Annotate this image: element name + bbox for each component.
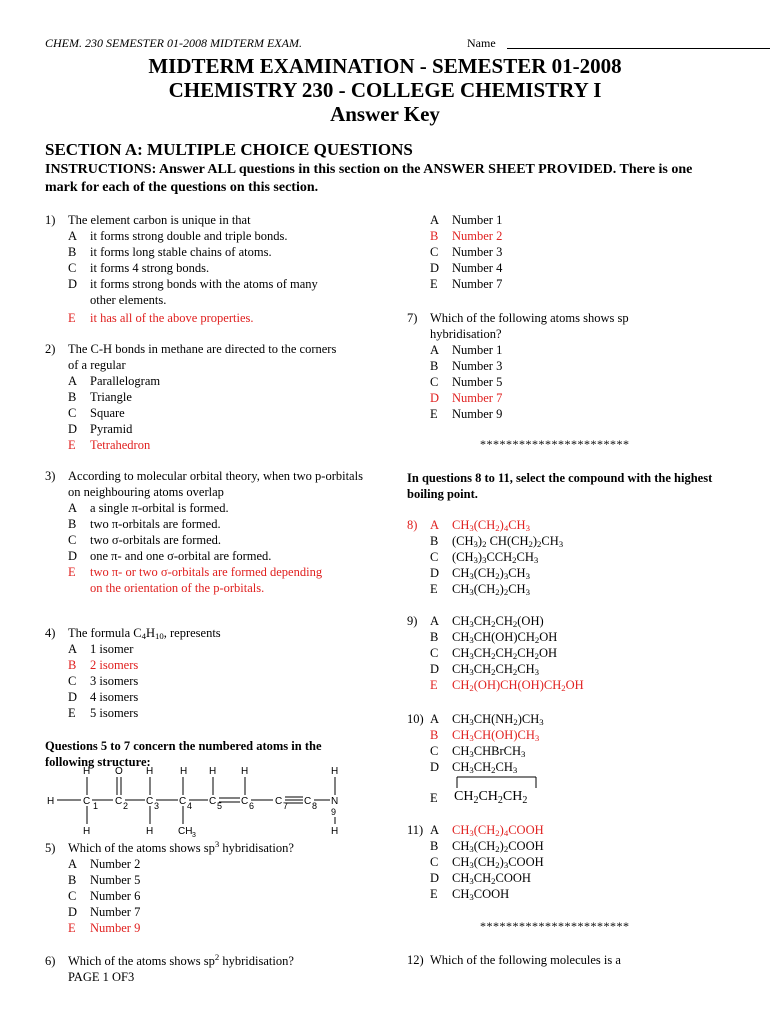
option-letter: E (68, 921, 76, 935)
question-8 (407, 517, 727, 597)
atom-number-8: 8 (312, 801, 318, 811)
option-a (407, 613, 727, 629)
cyclopropane-label: $CH_2CH_2CH_2$ (454, 789, 528, 804)
formula: $CH_3(CH_2)_4CH_3$ (452, 518, 530, 533)
page-footer: PAGE 1 OF3 (68, 970, 135, 984)
option-text: 3 isomers (90, 674, 139, 688)
formula: $CH_3CH(NH_2)CH_3$ (452, 712, 544, 727)
option-letter: C (68, 674, 77, 688)
question-1 (45, 212, 365, 326)
formula: $CH_3(CH_2)_2COOH$ (452, 839, 544, 854)
option-c (45, 888, 365, 904)
option-b (407, 629, 727, 645)
option-text: Number 2 (452, 229, 503, 243)
atom-h-bottom-3: H (146, 826, 154, 837)
option-text: Number 7 (90, 905, 141, 919)
option-a (407, 711, 727, 727)
option-text: 4 isomers (90, 690, 139, 704)
option-letter: E (430, 887, 438, 901)
question-number: 4) (45, 626, 56, 640)
option-e (45, 705, 345, 721)
option-letter: D (68, 549, 78, 563)
question-number: 5) (45, 841, 56, 855)
option-b (45, 389, 345, 405)
option-e (407, 406, 687, 422)
question-number: 6) (45, 954, 56, 968)
option-text: it has all of the above properties. (90, 311, 254, 325)
option-text: two σ-orbitals are formed. (90, 533, 221, 547)
atom-c6: C (241, 796, 249, 807)
question-number: 10) (407, 712, 424, 726)
course-line: CHEM. 230 SEMESTER 01-2008 MIDTERM EXAM. (45, 36, 302, 50)
option-e (407, 276, 727, 292)
atom-number-3: 3 (154, 801, 160, 811)
option-letter: A (68, 374, 78, 388)
option-b (407, 358, 687, 374)
option-c (407, 743, 727, 759)
option-text: one π- and one σ-orbital are formed. (90, 549, 272, 563)
option-text: 1 isomer (90, 642, 134, 656)
option-letter: E (68, 706, 76, 720)
option-b (45, 516, 365, 532)
option-letter: B (68, 245, 77, 259)
methyl-group-ch: CH (178, 826, 193, 837)
question-10 (407, 711, 727, 775)
option-text: it forms 4 strong bonds. (90, 261, 210, 275)
option-text: Number 5 (452, 375, 503, 389)
question-5 (45, 840, 365, 936)
atom-number-4: 4 (187, 801, 193, 811)
question-text: The C-H bonds in methane are directed to the corners of a regular (68, 342, 337, 372)
question-6-options (407, 212, 727, 292)
option-letter: B (430, 359, 439, 373)
atom-h-left: H (47, 796, 55, 807)
question-text: The element carbon is unique in that (68, 213, 251, 227)
option-a (45, 228, 365, 244)
option-b (45, 872, 365, 888)
option-letter: A (430, 712, 440, 726)
atom-number-6: 6 (249, 801, 255, 811)
option-letter: B (68, 658, 77, 672)
option-text: it forms long stable chains of atoms. (90, 245, 272, 259)
atom-c1: C (83, 796, 91, 807)
atom-c7: C (275, 796, 283, 807)
option-d (407, 759, 727, 775)
option-a (45, 373, 345, 389)
option-d (45, 689, 345, 705)
option-letter: C (430, 375, 439, 389)
formula: $CH_3CH_2CH_2CH_3$ (452, 662, 539, 677)
option-letter: E (68, 438, 76, 452)
option-text: Number 4 (452, 261, 503, 275)
separator-stars-1: *********************** (480, 437, 630, 451)
option-e (407, 581, 727, 597)
atom-h-bottom-9: H (331, 826, 339, 837)
option-text: Triangle (90, 390, 132, 404)
question-number: 3) (45, 469, 56, 483)
option-text: Number 5 (90, 873, 141, 887)
option-d (45, 421, 345, 437)
option-letter: A (68, 642, 78, 656)
question-number: 11) (407, 823, 424, 837)
section-instructions: INSTRUCTIONS: Answer ALL questions in this section on the ANSWER SHEET PROVIDED. There is one mark for each of the questions on this section. (45, 162, 693, 195)
question-number: 7) (407, 311, 418, 325)
question-text: According to molecular orbital theory, when two p-orbitals on neighbouring atoms overlap (68, 469, 363, 499)
question-text: Which of the following molecules is a (430, 953, 621, 967)
option-b-correct (407, 727, 727, 743)
atom-h-top-9: H (331, 766, 339, 777)
option-letter: E (430, 678, 438, 692)
option-text: Square (90, 406, 125, 420)
option-a (407, 342, 687, 358)
option-text: Number 9 (90, 921, 141, 935)
option-text: 2 isomers (90, 658, 139, 672)
option-a (407, 212, 727, 228)
atom-h-top-3: H (146, 766, 154, 777)
option-letter: E (430, 791, 438, 805)
title-line-3: Answer Key (330, 102, 440, 126)
atom-c5: C (209, 796, 217, 807)
option-letter: C (68, 406, 77, 420)
formula: $CH_3(CH_2)_4COOH$ (452, 823, 544, 838)
option-c (45, 532, 365, 548)
option-letter: A (430, 518, 440, 532)
option-b (45, 244, 365, 260)
option-c (407, 374, 687, 390)
formula: $CH_3(CH_2)_3COOH$ (452, 855, 544, 870)
option-text: Number 9 (452, 407, 503, 421)
name-label: Name (467, 36, 496, 50)
option-c (407, 645, 727, 661)
atom-number-1: 1 (93, 801, 99, 811)
option-letter: A (430, 213, 440, 227)
question-7 (407, 310, 687, 422)
option-letter: D (68, 905, 78, 919)
option-letter: C (430, 646, 439, 660)
question-11 (407, 822, 727, 902)
atom-number-7: 7 (283, 801, 289, 811)
option-d (407, 565, 727, 581)
question-number: 1) (45, 213, 56, 227)
option-d (45, 904, 365, 920)
option-d (407, 661, 727, 677)
atom-o-top: O (115, 766, 123, 777)
option-letter: E (430, 407, 438, 421)
separator-stars-2: *********************** (480, 919, 630, 933)
methyl-group-subscript: 3 (192, 832, 196, 839)
option-letter: E (68, 311, 76, 325)
option-text: 5 isomers (90, 706, 139, 720)
formula: $CH_3COOH$ (452, 887, 510, 902)
questions-5-7-intro: Questions 5 to 7 concern the numbered atoms in the following structure: (45, 739, 322, 769)
option-b-correct (45, 657, 345, 673)
option-text: Number 2 (90, 857, 141, 871)
option-letter: B (68, 390, 77, 404)
cyclopropane-structure (452, 774, 547, 804)
option-text: Pyramid (90, 422, 133, 436)
option-letter: D (430, 261, 440, 275)
option-c (45, 260, 365, 276)
atom-n9: N (331, 796, 339, 807)
option-letter: A (68, 229, 78, 243)
option-c (45, 673, 345, 689)
option-a (45, 500, 365, 516)
option-letter: D (68, 690, 78, 704)
option-letter: B (430, 630, 439, 644)
atom-h-top-4: H (180, 766, 188, 777)
questions-8-11-intro: In questions 8 to 11, select the compound with the highest boiling point. (407, 471, 713, 501)
option-text: it forms strong bonds with the atoms of many other elements. (90, 277, 318, 307)
name-blank-line (507, 48, 770, 49)
option-c (45, 405, 345, 421)
option-d (407, 260, 727, 276)
atom-number-9: 9 (331, 807, 337, 817)
option-letter: C (68, 261, 77, 275)
option-text: Number 7 (452, 391, 503, 405)
option-letter: A (68, 857, 78, 871)
formula: $CH_3CH_2CH_3$ (452, 760, 518, 775)
atom-c8: C (304, 796, 312, 807)
option-e-correct (45, 310, 365, 326)
option-c (407, 244, 727, 260)
question-9 (407, 613, 727, 693)
atom-h-top-1: H (83, 766, 91, 777)
atom-h-bottom-1: H (83, 826, 91, 837)
option-letter: C (68, 533, 77, 547)
option-text: a single π-orbital is formed. (90, 501, 229, 515)
option-a (45, 856, 365, 872)
option-text: two π- or two σ-orbitals are formed depending on the orientation of the p-orbitals. (90, 565, 323, 595)
formula: $CH_3(CH_2)_2CH_3$ (452, 582, 530, 597)
option-letter: D (430, 871, 440, 885)
question-6 (45, 953, 365, 969)
question-number: 12) (407, 953, 424, 967)
question-4 (45, 625, 345, 721)
option-letter: C (430, 744, 439, 758)
option-letter: D (68, 277, 78, 291)
atom-c2: C (115, 796, 123, 807)
formula: $(CH_3)_3CCH_2CH_3$ (452, 550, 539, 565)
option-letter: A (430, 823, 440, 837)
question-3 (45, 468, 365, 596)
option-letter: B (68, 873, 77, 887)
title-line-1: MIDTERM EXAMINATION - SEMESTER 01-2008 (148, 54, 622, 78)
option-text: Number 3 (452, 359, 503, 373)
option-letter: D (430, 566, 440, 580)
option-c (407, 854, 727, 870)
option-text: two π-orbitals are formed. (90, 517, 221, 531)
question-text: Which of the atoms shows $sp^3$ hybridisation? (68, 839, 294, 855)
option-letter: E (430, 582, 438, 596)
option-d (45, 276, 365, 308)
question-2 (45, 341, 345, 453)
option-d (45, 548, 365, 564)
atom-number-5: 5 (217, 801, 223, 811)
option-letter: D (68, 422, 78, 436)
option-e-correct (45, 437, 345, 453)
formula: $CH_3CH_2CH_2CH_2OH$ (452, 646, 558, 661)
option-d (407, 870, 727, 886)
atom-h-top-6: H (241, 766, 249, 777)
option-letter: C (68, 889, 77, 903)
question-text: Which of the following atoms shows sp hybridisation? (430, 311, 629, 341)
option-letter: D (430, 760, 440, 774)
formula: $(CH_3)_2$ $CH(CH_2)_2CH_3$ (452, 534, 564, 549)
formula: $CH_2(OH)CH(OH)CH_2OH$ (452, 678, 584, 693)
formula: $CH_3CH(OH)CH_2OH$ (452, 630, 558, 645)
option-letter: A (68, 501, 78, 515)
formula: $CH_3(CH_2)_3CH_3$ (452, 566, 530, 581)
option-a-correct (407, 822, 727, 838)
option-letter: D (430, 391, 440, 405)
option-b (407, 533, 727, 549)
option-text: it forms strong double and triple bonds. (90, 229, 288, 243)
option-text: Number 6 (90, 889, 141, 903)
option-text: Number 3 (452, 245, 503, 259)
option-b-correct (407, 228, 727, 244)
option-a (45, 641, 345, 657)
formula: $CH_3CH(OH)CH_3$ (452, 728, 540, 743)
option-letter: C (430, 550, 439, 564)
option-a-correct (407, 517, 727, 533)
atom-c4: C (179, 796, 187, 807)
title-line-2: CHEMISTRY 230 - COLLEGE CHEMISTRY I (168, 78, 602, 102)
option-text: Number 1 (452, 213, 503, 227)
option-text: Number 7 (452, 277, 503, 291)
formula: $CH_3CH_2COOH$ (452, 871, 531, 886)
option-letter: E (68, 565, 76, 579)
option-b (407, 838, 727, 854)
option-letter: B (68, 517, 77, 531)
numbered-atom-structure (45, 764, 355, 839)
option-letter: B (430, 229, 439, 243)
option-letter: C (430, 245, 439, 259)
question-text: The formula $C_4H_{10}$, represents (68, 626, 221, 641)
atom-number-2: 2 (123, 801, 129, 811)
option-d-correct (407, 390, 687, 406)
question-text: Which of the atoms shows $sp^2$ hybridisation? (68, 952, 294, 968)
running-header (45, 36, 735, 51)
question-number: 8) (407, 518, 418, 532)
option-letter: B (430, 534, 439, 548)
option-e-correct (45, 564, 365, 596)
option-e-correct (407, 677, 727, 693)
question-number: 2) (45, 342, 56, 356)
question-number: 9) (407, 614, 418, 628)
atom-c3: C (146, 796, 154, 807)
atom-h-top-5: H (209, 766, 217, 777)
option-text: Parallelogram (90, 374, 161, 388)
option-letter: A (430, 343, 440, 357)
option-letter: C (430, 855, 439, 869)
option-letter: D (430, 662, 440, 676)
formula: $CH_3CHBrCH_3$ (452, 744, 526, 759)
option-text: Tetrahedron (90, 438, 151, 452)
option-text: Number 1 (452, 343, 503, 357)
option-letter: B (430, 728, 439, 742)
option-letter: B (430, 839, 439, 853)
question-12 (407, 952, 727, 968)
option-e (407, 886, 727, 902)
option-letter: A (430, 614, 440, 628)
option-e-correct (45, 920, 365, 936)
option-letter: E (430, 277, 438, 291)
option-c (407, 549, 727, 565)
formula: $CH_3CH_2CH_2(OH)$ (452, 614, 544, 629)
section-heading: SECTION A: MULTIPLE CHOICE QUESTIONS (45, 140, 413, 159)
